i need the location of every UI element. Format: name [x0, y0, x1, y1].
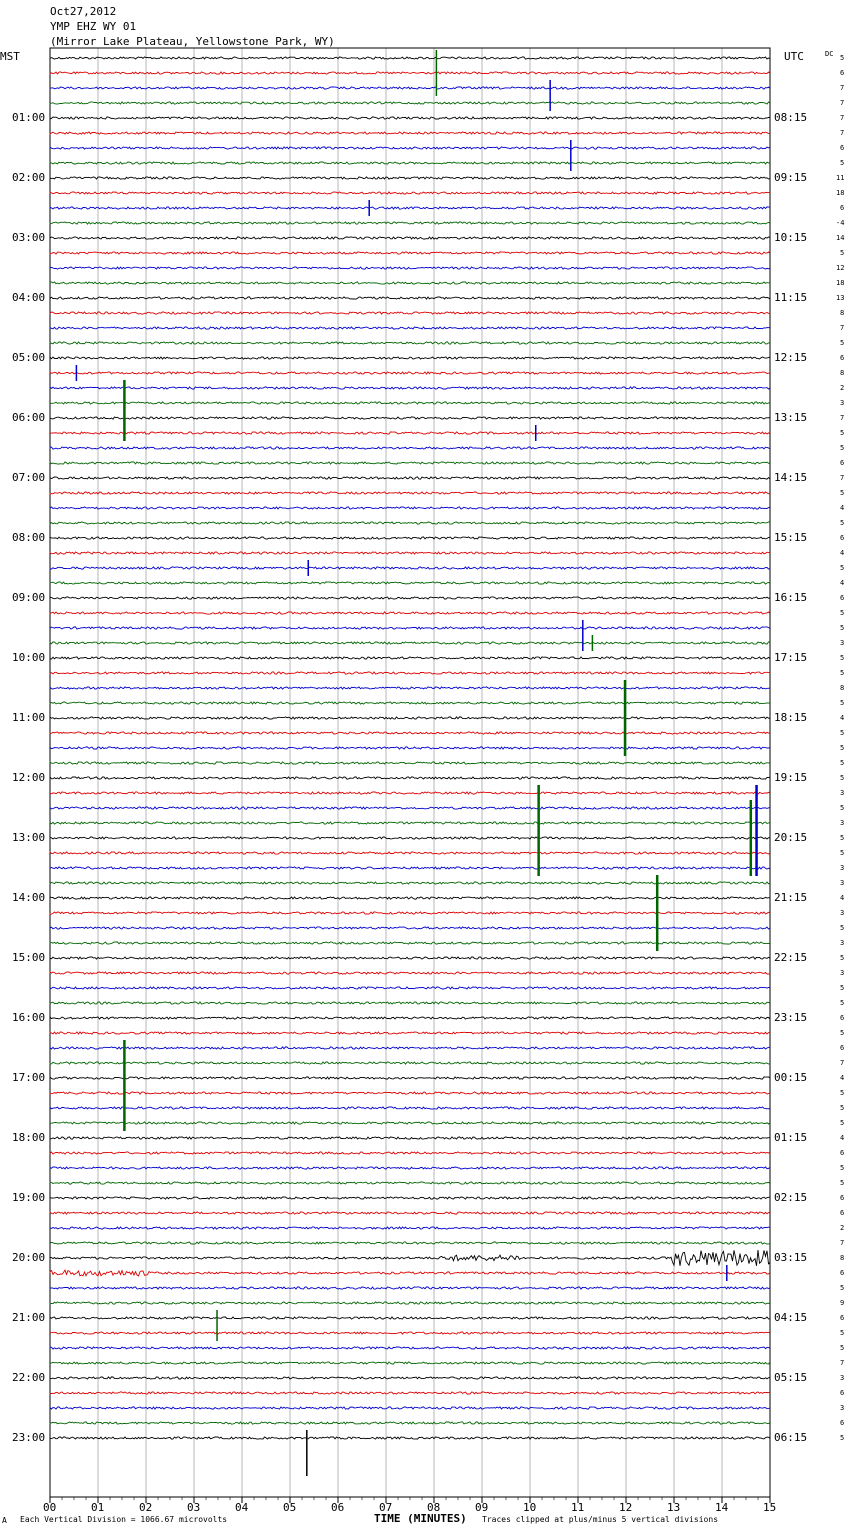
- dc-offset-label: 9: [840, 1299, 845, 1307]
- dc-offset-label: 6: [840, 354, 845, 362]
- dc-offset-label: 5: [840, 249, 845, 257]
- trace-row: [50, 1197, 770, 1199]
- trace-row: [50, 87, 770, 89]
- dc-offset-label: 7: [840, 1059, 845, 1067]
- dc-offset-label: 7: [840, 414, 845, 422]
- station-location: (Mirror Lake Plateau, Yellowstone Park, WY): [50, 35, 335, 48]
- dc-offset-label: 5: [840, 1029, 845, 1037]
- dc-offset-label: 7: [840, 474, 845, 482]
- left-hour-label: 16:00: [12, 1011, 46, 1024]
- dc-offset-label: 6: [840, 69, 845, 77]
- x-axis-title: TIME (MINUTES): [374, 1512, 467, 1525]
- dc-offset-label: 7: [840, 114, 845, 122]
- trace-row: [50, 477, 770, 479]
- trace-row: [50, 612, 770, 614]
- trace-row: [50, 222, 770, 224]
- trace-row: [50, 1302, 770, 1304]
- dc-offset-label: 4: [840, 894, 845, 902]
- left-hour-label: 03:00: [12, 231, 46, 244]
- trace-row: [50, 1362, 770, 1364]
- trace-row: [50, 132, 770, 134]
- right-hour-label: 04:15: [774, 1311, 808, 1324]
- trace-row: [50, 432, 770, 434]
- trace-row: [50, 1122, 770, 1124]
- left-hour-label: 14:00: [12, 891, 46, 904]
- trace-row: [50, 507, 770, 509]
- x-tick-label: 01: [91, 1501, 105, 1514]
- dc-offset-label: 3: [840, 819, 845, 827]
- left-hour-label: 18:00: [12, 1131, 46, 1144]
- left-hour-label: 19:00: [12, 1191, 46, 1204]
- dc-offset-label: 5: [840, 54, 845, 62]
- trace-row: [50, 777, 770, 779]
- x-tick-label: 02: [139, 1501, 153, 1514]
- trace-row: [50, 852, 770, 854]
- trace-row: [50, 552, 770, 554]
- dc-offset-label: 6: [840, 459, 845, 467]
- trace-row: [50, 267, 770, 269]
- right-hour-label: 21:15: [774, 891, 808, 904]
- dc-offset-label: 3: [840, 939, 845, 947]
- scale-note: Each Vertical Division = 1066.67 microvolts: [20, 1515, 228, 1524]
- x-tick-label: 12: [619, 1501, 633, 1514]
- dc-offset-label: 5: [840, 564, 845, 572]
- dc-offset-label: 6: [840, 594, 845, 602]
- left-hour-label: 11:00: [12, 711, 46, 724]
- dc-header: DC: [825, 50, 834, 58]
- trace-row: [50, 492, 770, 494]
- footer-mark: A: [2, 1516, 7, 1525]
- x-tick-label: 09: [475, 1501, 489, 1514]
- trace-row: [50, 792, 770, 794]
- dc-offset-label: 5: [840, 1119, 845, 1127]
- trace-row: [50, 1407, 770, 1409]
- right-hour-label: 10:15: [774, 231, 808, 244]
- dc-offset-label: 7: [840, 129, 845, 137]
- right-hour-label: 14:15: [774, 471, 808, 484]
- dc-offset-label: 5: [840, 654, 845, 662]
- right-hour-label: 12:15: [774, 351, 808, 364]
- right-hour-label: 22:15: [774, 951, 808, 964]
- left-hour-label: 02:00: [12, 171, 46, 184]
- dc-offset-label: 11: [836, 174, 845, 182]
- dc-offset-label: 3: [840, 969, 845, 977]
- dc-offset-label: 5: [840, 339, 845, 347]
- trace-row: [50, 387, 770, 389]
- trace-row: [50, 822, 770, 824]
- station-code: YMP EHZ WY 01: [50, 20, 137, 33]
- x-tick-label: 06: [331, 1501, 345, 1514]
- dc-offset-label: 7: [840, 99, 845, 107]
- dc-offset-label: 6: [840, 1044, 845, 1052]
- dc-offset-label: 3: [840, 399, 845, 407]
- dc-offset-label: 5: [840, 759, 845, 767]
- trace-row: [50, 627, 770, 629]
- trace-row: [50, 327, 770, 329]
- dc-offset-label: 5: [840, 1329, 845, 1337]
- dc-offset-label: 3: [840, 789, 845, 797]
- dc-offset-label: 4: [840, 714, 845, 722]
- right-hour-label: 13:15: [774, 411, 808, 424]
- x-tick-label: 07: [379, 1501, 393, 1514]
- dc-offset-label: 5: [840, 1089, 845, 1097]
- trace-row: [50, 807, 770, 809]
- trace-row: [50, 357, 770, 359]
- dc-offset-label: 6: [840, 1194, 845, 1202]
- trace-row: [50, 1437, 770, 1439]
- right-hour-label: 02:15: [774, 1191, 808, 1204]
- dc-offset-label: 4: [840, 1074, 845, 1082]
- trace-row: [50, 117, 770, 119]
- dc-offset-label: 3: [840, 864, 845, 872]
- trace-row: [50, 1167, 770, 1169]
- left-hour-label: 15:00: [12, 951, 46, 964]
- trace-row: [50, 1017, 770, 1019]
- dc-offset-label: 5: [840, 1179, 845, 1187]
- right-hour-label: 03:15: [774, 1251, 808, 1264]
- dc-offset-label: 7: [840, 1239, 845, 1247]
- dc-offset-label: -4: [836, 219, 845, 227]
- left-hour-label: 08:00: [12, 531, 46, 544]
- trace-row: [50, 402, 770, 404]
- dc-offset-label: 2: [840, 1224, 845, 1232]
- trace-row: [50, 897, 770, 899]
- trace-row: [50, 942, 770, 944]
- trace-row: [50, 762, 770, 764]
- trace-row: [50, 282, 770, 284]
- trace-row: [50, 1347, 770, 1349]
- right-timezone: UTC: [784, 50, 804, 63]
- x-tick-label: 11: [571, 1501, 585, 1514]
- dc-offset-label: 6: [840, 144, 845, 152]
- dc-offset-label: 12: [836, 264, 845, 272]
- dc-offset-label: 5: [840, 774, 845, 782]
- right-hour-label: 09:15: [774, 171, 808, 184]
- dc-offset-label: 5: [840, 984, 845, 992]
- clip-note: Traces clipped at plus/minus 5 vertical divisions: [482, 1515, 719, 1524]
- trace-row: [50, 1182, 770, 1184]
- dc-offset-label: 18: [836, 189, 845, 197]
- trace-row: [50, 342, 770, 344]
- trace-row: [50, 747, 770, 749]
- dc-offset-label: 5: [840, 609, 845, 617]
- trace-row: [50, 732, 770, 734]
- dc-offset-label: 5: [840, 744, 845, 752]
- dc-offset-label: 7: [840, 1359, 845, 1367]
- trace-row: [50, 1270, 770, 1276]
- trace-row: [50, 1107, 770, 1109]
- left-hour-label: 09:00: [12, 591, 46, 604]
- trace-row: [50, 702, 770, 704]
- trace-row: [50, 252, 770, 254]
- trace-row: [50, 867, 770, 869]
- x-tick-label: 03: [187, 1501, 201, 1514]
- dc-offset-label: 3: [840, 879, 845, 887]
- right-hour-label: 23:15: [774, 1011, 808, 1024]
- trace-row: [50, 972, 770, 974]
- dc-offset-label: 6: [840, 534, 845, 542]
- right-hour-label: 18:15: [774, 711, 808, 724]
- trace-row: [50, 297, 770, 299]
- dc-offset-label: 5: [840, 1344, 845, 1352]
- trace-row: [50, 672, 770, 674]
- dc-offset-label: 5: [840, 954, 845, 962]
- x-tick-label: 00: [43, 1501, 57, 1514]
- trace-row: [50, 162, 770, 164]
- plot-date: Oct27,2012: [50, 5, 117, 18]
- trace-row: [50, 957, 770, 959]
- right-hour-label: 05:15: [774, 1371, 808, 1384]
- trace-row: [50, 837, 770, 839]
- right-hour-label: 11:15: [774, 291, 808, 304]
- trace-row: [50, 447, 770, 449]
- dc-offset-label: 5: [840, 519, 845, 527]
- trace-row: [50, 1062, 770, 1064]
- trace-row: [50, 192, 770, 194]
- dc-offset-label: 6: [840, 1269, 845, 1277]
- dc-offset-label: 4: [840, 1134, 845, 1142]
- dc-offset-label: 3: [840, 639, 845, 647]
- dc-offset-label: 5: [840, 159, 845, 167]
- dc-offset-label: 14: [836, 234, 845, 242]
- trace-row: [50, 927, 770, 929]
- dc-offset-label: 6: [840, 1419, 845, 1427]
- trace-row: [50, 597, 770, 599]
- dc-offset-label: 5: [840, 624, 845, 632]
- dc-offset-label: 8: [840, 369, 845, 377]
- trace-row: [50, 372, 770, 374]
- dc-offset-label: 5: [840, 669, 845, 677]
- trace-row: [50, 1317, 770, 1319]
- right-hour-label: 16:15: [774, 591, 808, 604]
- dc-offset-label: 7: [840, 324, 845, 332]
- dc-offset-label: 8: [840, 309, 845, 317]
- trace-row: [50, 657, 770, 659]
- left-hour-label: 04:00: [12, 291, 46, 304]
- left-hour-label: 23:00: [12, 1431, 46, 1444]
- dc-offset-label: 5: [840, 489, 845, 497]
- trace-row: [50, 717, 770, 719]
- dc-offset-label: 5: [840, 804, 845, 812]
- trace-row: [50, 1137, 770, 1139]
- left-hour-label: 07:00: [12, 471, 46, 484]
- trace-row: [50, 57, 770, 59]
- trace-row: [50, 582, 770, 584]
- right-hour-label: 20:15: [774, 831, 808, 844]
- right-hour-label: 01:15: [774, 1131, 808, 1144]
- dc-offset-label: 5: [840, 999, 845, 1007]
- trace-row: [50, 1422, 770, 1424]
- left-hour-label: 12:00: [12, 771, 46, 784]
- trace-row: [50, 1092, 770, 1094]
- trace-row: [50, 462, 770, 464]
- left-hour-label: 01:00: [12, 111, 46, 124]
- trace-row: [50, 912, 770, 914]
- trace-row: [50, 147, 770, 149]
- trace-row: [50, 537, 770, 539]
- right-hour-label: 15:15: [774, 531, 808, 544]
- dc-offset-label: 5: [840, 699, 845, 707]
- trace-row: [50, 312, 770, 314]
- dc-offset-label: 6: [840, 1149, 845, 1157]
- x-tick-label: 08: [427, 1501, 441, 1514]
- dc-offset-label: 6: [840, 204, 845, 212]
- trace-row: [50, 1227, 770, 1229]
- dc-offset-label: 6: [840, 1389, 845, 1397]
- trace-row: [50, 522, 770, 524]
- dc-offset-label: 5: [840, 1164, 845, 1172]
- trace-row: [50, 1002, 770, 1004]
- dc-offset-label: 6: [840, 1014, 845, 1022]
- right-hour-label: 17:15: [774, 651, 808, 664]
- dc-offset-label: 6: [840, 1209, 845, 1217]
- dc-offset-label: 5: [840, 849, 845, 857]
- trace-row: [50, 1250, 770, 1266]
- dc-offset-label: 5: [840, 924, 845, 932]
- plot-frame: [50, 48, 770, 1497]
- dc-offset-label: 3: [840, 909, 845, 917]
- dc-offset-label: 3: [840, 1404, 845, 1412]
- right-hour-label: 08:15: [774, 111, 808, 124]
- dc-offset-label: 2: [840, 384, 845, 392]
- dc-offset-label: 5: [840, 429, 845, 437]
- trace-row: [50, 1287, 770, 1289]
- left-hour-label: 05:00: [12, 351, 46, 364]
- trace-row: [50, 1077, 770, 1079]
- dc-offset-label: 3: [840, 1374, 845, 1382]
- dc-offset-label: 6: [840, 1314, 845, 1322]
- right-hour-label: 00:15: [774, 1071, 808, 1084]
- left-hour-label: 22:00: [12, 1371, 46, 1384]
- left-hour-label: 21:00: [12, 1311, 46, 1324]
- trace-row: [50, 177, 770, 179]
- trace-row: [50, 1047, 770, 1049]
- dc-offset-label: 5: [840, 1284, 845, 1292]
- trace-row: [50, 72, 770, 74]
- left-hour-label: 20:00: [12, 1251, 46, 1264]
- left-timezone: MST: [0, 50, 20, 63]
- x-tick-label: 10: [523, 1501, 537, 1514]
- left-hour-label: 06:00: [12, 411, 46, 424]
- left-hour-label: 10:00: [12, 651, 46, 664]
- dc-offset-label: 4: [840, 504, 845, 512]
- right-hour-label: 06:15: [774, 1431, 808, 1444]
- x-tick-label: 04: [235, 1501, 249, 1514]
- dc-offset-label: 8: [840, 1254, 845, 1262]
- left-hour-label: 17:00: [12, 1071, 46, 1084]
- trace-row: [50, 207, 770, 209]
- dc-offset-label: 5: [840, 834, 845, 842]
- trace-row: [50, 567, 770, 569]
- trace-row: [50, 417, 770, 419]
- dc-offset-label: 8: [840, 684, 845, 692]
- trace-row: [50, 1377, 770, 1379]
- trace-row: [50, 1392, 770, 1394]
- x-tick-label: 14: [715, 1501, 729, 1514]
- trace-row: [50, 1152, 770, 1154]
- x-tick-label: 15: [763, 1501, 777, 1514]
- dc-offset-label: 7: [840, 84, 845, 92]
- dc-offset-label: 18: [836, 279, 845, 287]
- x-tick-label: 05: [283, 1501, 297, 1514]
- trace-row: [50, 1212, 770, 1214]
- trace-row: [50, 687, 770, 689]
- dc-offset-label: 13: [836, 294, 845, 302]
- left-hour-label: 13:00: [12, 831, 46, 844]
- trace-row: [50, 642, 770, 644]
- trace-row: [50, 1332, 770, 1334]
- dc-offset-label: 5: [840, 444, 845, 452]
- dc-offset-label: 5: [840, 729, 845, 737]
- trace-row: [50, 102, 770, 104]
- dc-offset-label: 5: [840, 1104, 845, 1112]
- right-hour-label: 19:15: [774, 771, 808, 784]
- dc-offset-label: 5: [840, 1434, 845, 1442]
- trace-row: [50, 237, 770, 239]
- trace-row: [50, 1242, 770, 1244]
- dc-offset-label: 4: [840, 579, 845, 587]
- dc-offset-label: 4: [840, 549, 845, 557]
- x-tick-label: 13: [667, 1501, 681, 1514]
- trace-row: [50, 882, 770, 884]
- trace-row: [50, 1032, 770, 1034]
- trace-row: [50, 987, 770, 989]
